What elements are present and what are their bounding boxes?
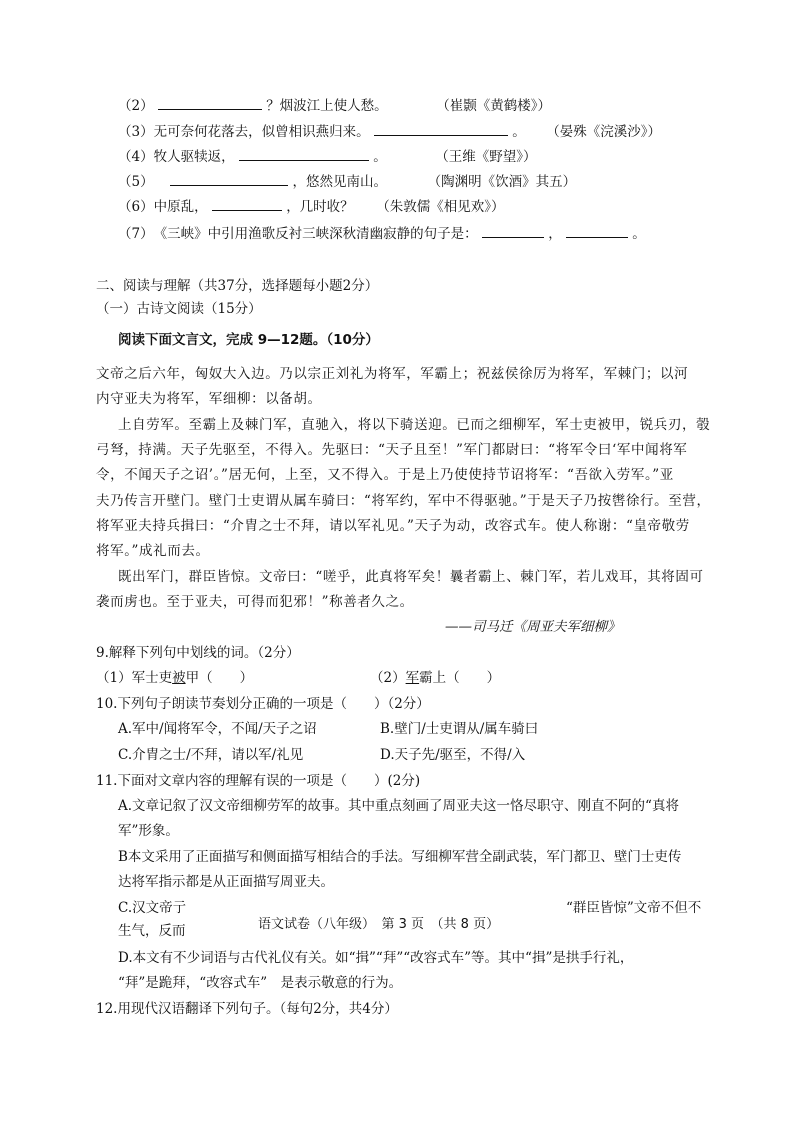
poetry-q3 [118,121,661,142]
q7-comma: ， [548,226,562,242]
section2-title: 二、阅读与理解（共37分，选择题每小题2分） [96,278,379,294]
q11-option-c-cont: 生气，反而 [118,923,186,939]
passage-line: 令，不闻天子之诏’。”居无何，上至，又不得入。于是上乃使使持节诏将军：“吾欲入劳军。”亚 [96,467,674,483]
q2-blank[interactable] [158,95,262,110]
q6-blank[interactable] [212,196,282,211]
poetry-q7 [118,223,646,244]
q9-1-pre: （1）军士吏 [96,670,173,686]
q3-text: （3）无可奈何花落去，似曾相识燕归来。 [118,124,370,140]
passage-line: 内守亚夫为将军，军细柳：以备胡。 [96,391,322,407]
q6-after: ，几时收？ [286,199,354,215]
q10-option-c[interactable]: C.介胄之士/不拜，请以军/礼见 [118,747,304,763]
q5-text: ，悠然见南山。 [292,174,387,190]
passage-line: 袭而虏也。至于亚夫，可得而犯邪！”称善者久之。 [96,594,414,610]
q7-blank-1[interactable] [482,223,544,238]
poetry-q6 [118,196,505,217]
q10-option-a[interactable]: A.军中/闻将军令，不闻/天子之诏 [118,721,317,737]
passage-line: 上自劳军。至霸上及棘门军，直驰入，将以下骑送迎。已而之细柳军，军士吏被甲，锐兵刃，彀 [118,417,711,433]
poetry-q2 [118,95,551,116]
q2-number: （2） [118,98,154,114]
q2-source: （崔颢《黄鹤楼》） [436,98,552,114]
q9-item-2 [370,668,500,688]
q9-item-1 [96,668,253,688]
passage-line: 弓弩，持满。天子先驱至，不得入。先驱曰：“天子且至！”军门都尉曰：“将军令曰‘军中闻将军 [96,442,688,458]
passage-line: 文帝之后六年，匈奴大入边。乃以宗正刘礼为将军，军霸上；祝兹侯徐厉为将军，军棘门；以河 [96,366,689,382]
q5-source: （陶渊明《饮酒》其五） [427,174,577,190]
q9-2-word: 军 [405,670,420,686]
q11-option-b[interactable]: B本文采用了正面描写和侧面描写相结合的手法。写细柳军营全副武装，军门都卫、壁门士吏传 [118,849,682,865]
passage-line: 夫乃传言开壁门。壁门士吏谓从属车骑曰：“将军约，军中不得驱驰。”于是天子乃按辔徐行。至营， [96,493,711,509]
q3-end: 。 [512,124,526,140]
q5-number: （5） [118,174,154,190]
q11-option-c-right: “群臣皆惊”文帝不但不 [566,900,702,916]
q4-text: （4）牧人驱犊返， [118,149,235,165]
q11-option-a[interactable]: A.文章记叙了汉文帝细柳劳军的故事。其中重点刻画了周亚夫这一恪尽职守、刚直不阿的“真将 [118,798,679,814]
q11-option-b-cont: 达将军指示都是从正面描写周亚夫。 [118,874,334,890]
passage-line: 既出军门，群臣皆惊。文帝曰：“嗟乎，此真将军矣！曩者霸上、棘门军，若儿戏耳，其将固可 [118,569,704,585]
q11-option-d-cont: “拜”是跪拜，“改容式车” 是表示敬意的行为。 [118,975,403,991]
q10-option-d[interactable]: D.天子先/驱至，不得/入 [380,747,526,763]
q7-blank-2[interactable] [566,223,628,238]
q3-source: （晏殊《浣溪沙》） [546,124,662,140]
q9-1-word: 被 [172,670,186,686]
q10-option-b[interactable]: B.壁门/士吏谓从/属车骑曰 [380,721,539,737]
reading-instruction: 阅读下面文言文，完成 9—12题。（10分） [118,332,379,348]
q9-1-post: 甲（ ） [185,670,254,686]
poetry-q4 [118,146,537,167]
passage-source: ——司马迁《周亚夫军细柳》 [445,619,621,635]
passage-line: 将军。”成礼而去。 [96,543,210,559]
q11-stem: 11.下面对文章内容的理解有误的一项是（ ）(2分) [96,773,421,789]
passage-line: 将军亚夫持兵揖曰：“介胄之士不拜，请以军礼见。”天子为动，改容式车。使人称谢：“皇帝敬劳 [96,518,690,534]
q6-source: （朱敦儒《相见欢》） [376,199,505,215]
q5-blank[interactable] [170,171,288,186]
q7-end: 。 [632,226,646,242]
q3-blank[interactable] [374,121,508,136]
q7-text: （7） 《三峡》中引用渔歌反衬三峡深秋清幽寂静的句子是： [118,226,478,242]
q10-stem: 10.下列句子朗读节奏划分正确的一项是（ ）（2分） [96,696,430,712]
q4-source: （王维《野望》） [435,149,537,165]
q12-stem: 12.用现代汉语翻译下列句子。（每句2分，共4分） [96,1001,398,1017]
q6-text: （6）中原乱， [118,199,208,215]
q11-option-d[interactable]: D.本文有不少词语与古代礼仪有关。如“揖”“拜”“改容式车”等。其中“揖”是拱手行礼， [118,950,634,966]
q9-stem: 9.解释下列句中划线的词。（2分） [96,645,300,661]
poetry-q5 [118,171,576,192]
page-footer: 语文试卷（八年级） 第 3 页 （共 8 页） [258,917,500,932]
q11-option-c[interactable]: C.汉文帝亍 [118,900,187,916]
q4-blank[interactable] [239,146,369,161]
q11-option-a-cont: 军”形象。 [118,823,179,839]
section2-subtitle: （一）古诗文阅读（15分） [96,301,262,317]
q9-2-post: 霸上（ ） [419,670,501,686]
q4-end: 。 [373,149,387,165]
q9-2-pre: （2） [370,670,406,686]
q2-text: ？烟波江上使人愁。 [266,98,388,114]
